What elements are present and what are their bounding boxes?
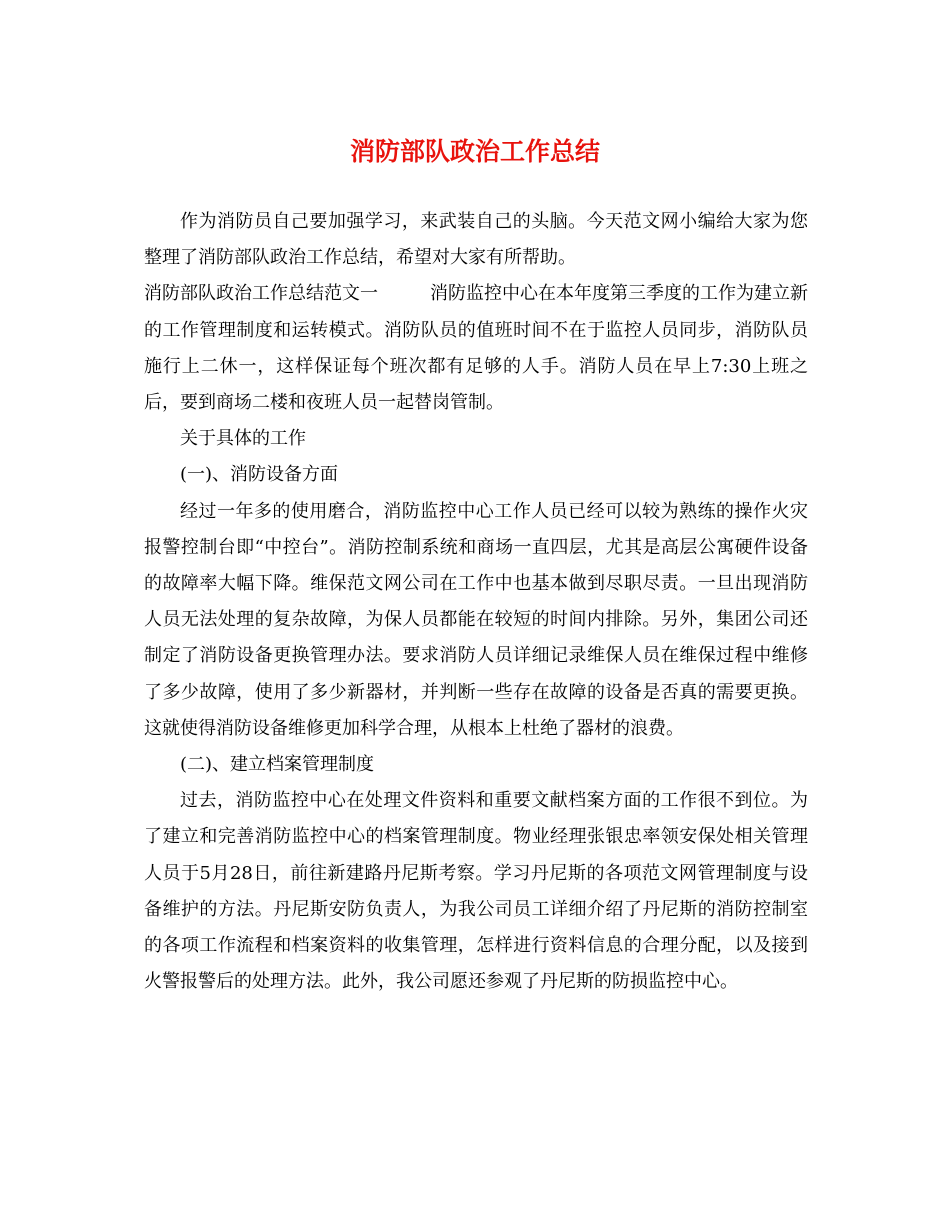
- equipment-paragraph: 经过一年多的使用磨合，消防监控中心工作人员已经可以较为熟练的操作火灾报警控制台即“中控台”。消防控制系统和商场一直四层，尤其是高层公寓硬件设备的故障率大幅下降。维保范文网公司在工作中也基本做到尽职尽责。一旦出现消防人员无法处理的复杂故障，为保人员都能在较短的时间内排除。另外，集团公司还制定了消防设备更换管理办法。要求消防人员详细记录维保人员在维保过程中维修了多少故障，使用了多少新器材，并判断一些存在故障的设备是否真的需要更换。这就使得消防设备维修更加科学合理，从根本上杜绝了器材的浪费。: [144, 500, 808, 739]
- specific-work-paragraph: 关于具体的工作: [180, 428, 306, 450]
- section-paragraph: [144, 276, 808, 421]
- section-text: 消防监控中心在本年度第三季度的工作为建立新的工作管理制度和运转模式。消防队员的值班时间不在于监控人员同步，消防队员施行上二休一，这样保证每个班次都有足够的人手。消防人员在早上7:30上班之后，要到商场二楼和夜班人员一起替岗管制。: [144, 283, 808, 414]
- section-label: 消防部队政治工作总结范文一: [144, 283, 378, 305]
- document-title: 消防部队政治工作总结: [349, 137, 600, 166]
- archive-paragraph: 过去，消防监控中心在处理文件资料和重要文献档案方面的工作很不到位。为了建立和完善消防监控中心的档案管理制度。物业经理张银忠率领安保处相关管理人员于5月28日，前往新建路丹尼斯考察。学习丹尼斯的各项范文网管理制度与设备维护的方法。丹尼斯安防负责人，为我公司员工详细介绍了丹尼斯的消防控制室的各项工作流程和档案资料的收集管理，怎样进行资料信息的合理分配，以及接到火警报警后的处理方法。此外，我公司愿还参观了丹尼斯的防损监控中心。: [144, 790, 808, 993]
- equipment-heading: (一)、消防设备方面: [180, 464, 339, 486]
- intro-paragraph: 作为消防员自己要加强学习，来武装自己的头脑。今天范文网小编给大家为您整理了消防部队政治工作总结，希望对大家有所帮助。: [144, 211, 808, 269]
- document-body: [144, 204, 808, 1000]
- archive-heading: (二)、建立档案管理制度: [180, 754, 375, 776]
